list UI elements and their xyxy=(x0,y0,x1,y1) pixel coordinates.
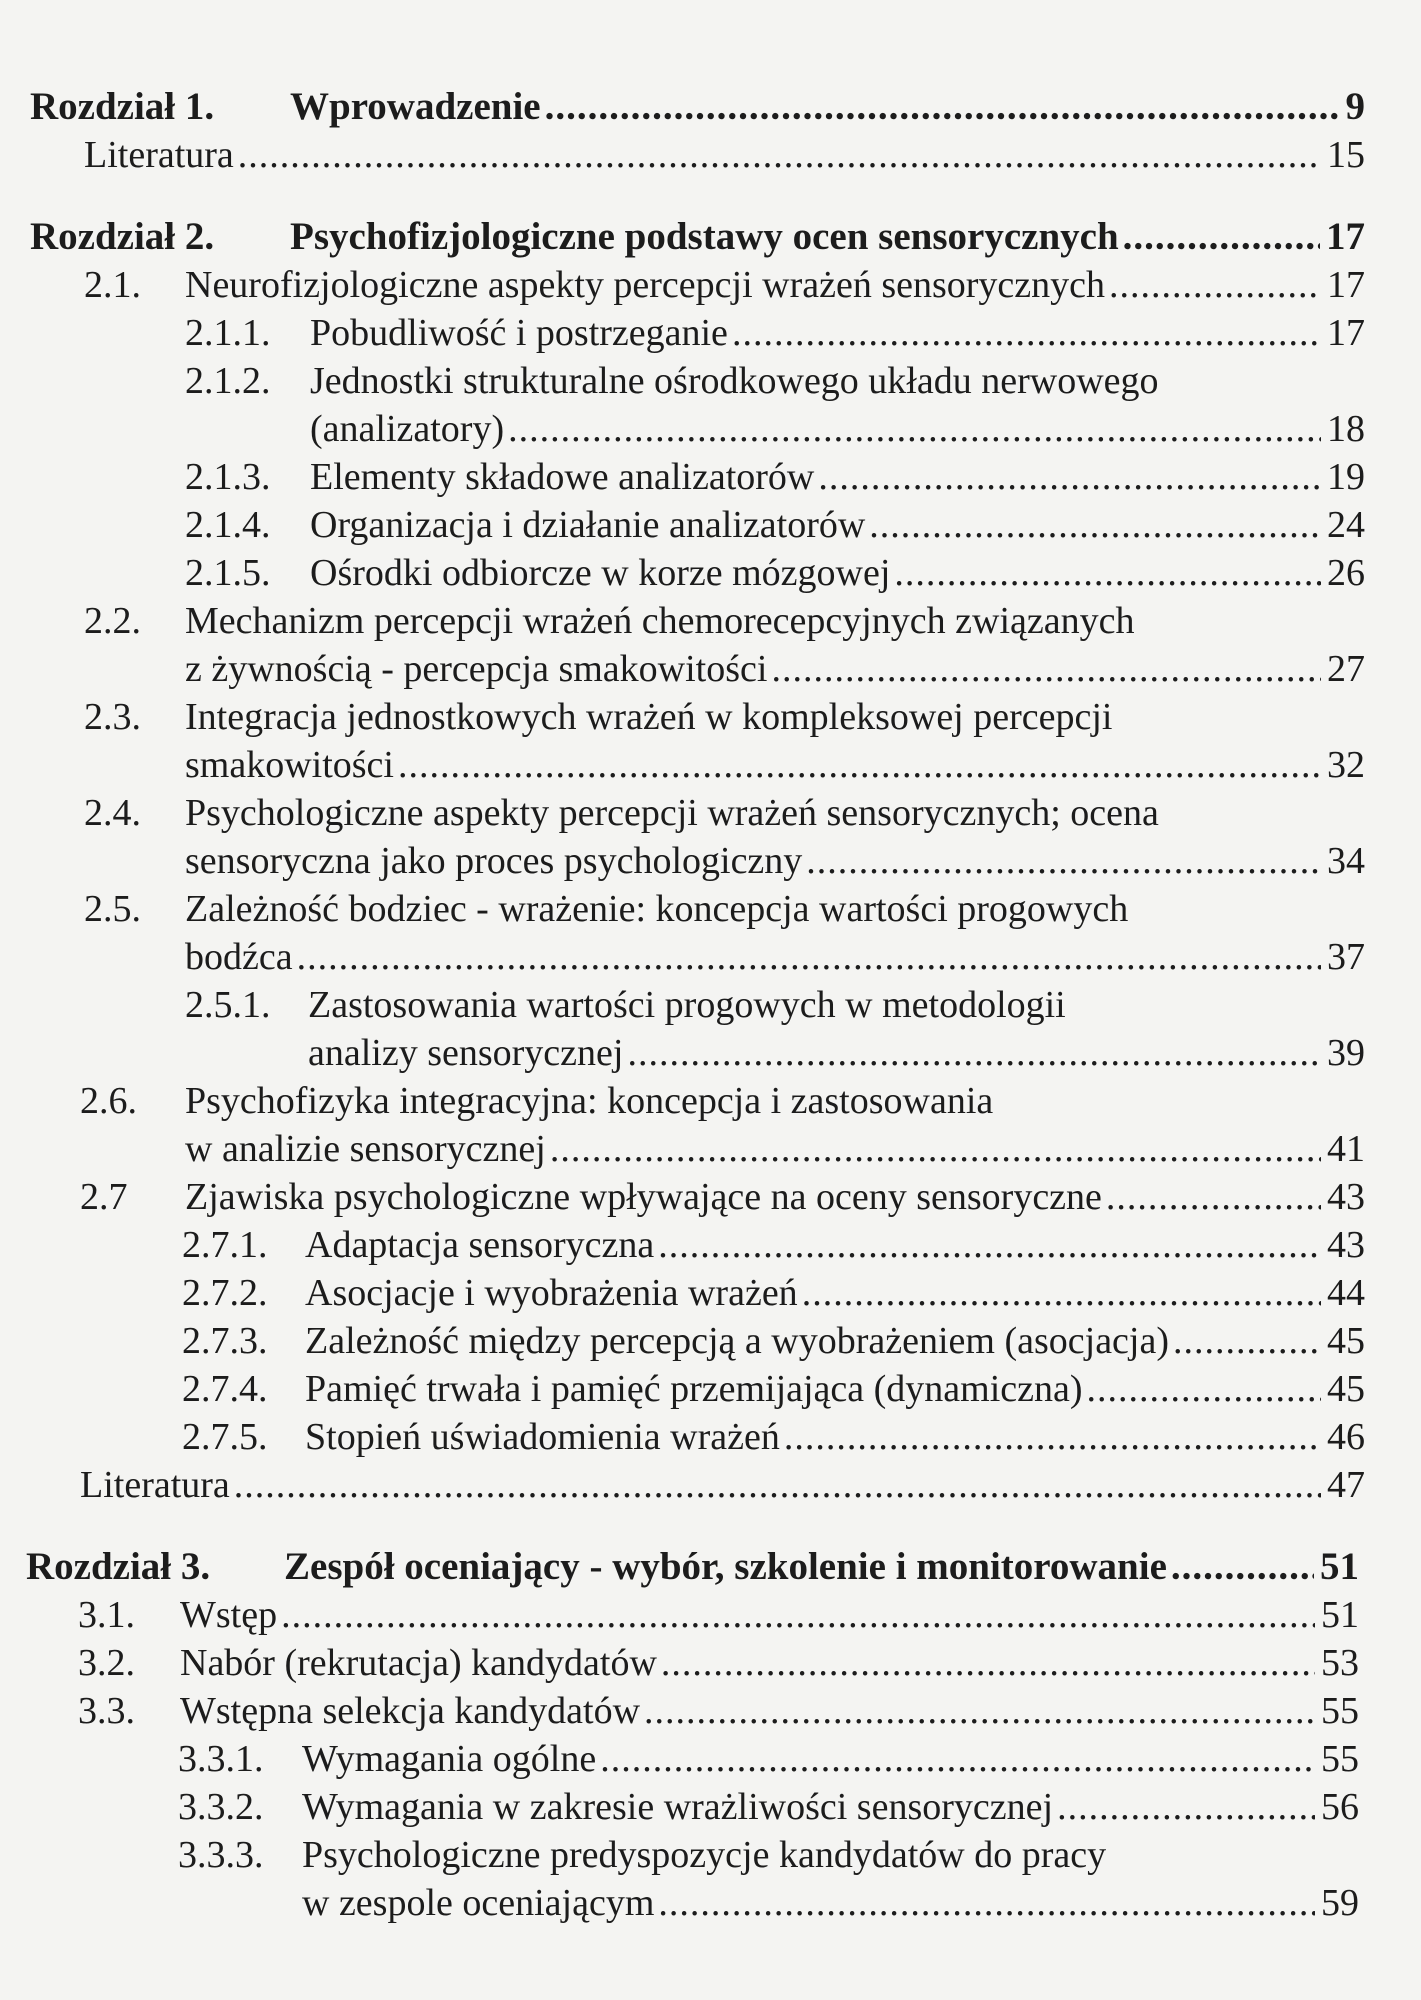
leader-dots xyxy=(627,1029,1321,1077)
section-title-line-1: Mechanizm percepcji wrażeń chemorecepcyjnych związanych xyxy=(185,600,1135,642)
section-number: 2.1.3. xyxy=(185,456,271,498)
section-title-line-2: z żywnością - percepcja smakowitości xyxy=(185,648,768,690)
section-number: 3.3.2. xyxy=(178,1786,264,1828)
leader-dots xyxy=(600,1735,1315,1783)
page-number: 17 xyxy=(1327,264,1365,306)
page-number: 32 xyxy=(1327,744,1365,786)
section-title: Wymagania w zakresie wrażliwości sensorycznej xyxy=(302,1786,1054,1828)
leader-dots xyxy=(1109,261,1321,309)
page-number: 46 xyxy=(1327,1416,1365,1458)
section-title: Wstęp xyxy=(180,1594,278,1636)
section-number: 2.1.2. xyxy=(185,360,271,402)
leader-dots xyxy=(818,453,1321,501)
section-title: Organizacja i działanie analizatorów xyxy=(310,504,866,546)
section-title-line-1: Integracja jednostkowych wrażeń w kompleksowej percepcji xyxy=(185,696,1113,738)
section-title: Zależność między percepcją a wyobrażeniem (asocjacja) xyxy=(305,1320,1169,1362)
page-number: 55 xyxy=(1321,1738,1359,1780)
section-number: 2.5.1. xyxy=(185,984,271,1026)
leader-dots xyxy=(806,837,1321,885)
section-title-line-2: w analizie sensorycznej xyxy=(185,1128,546,1170)
leader-dots xyxy=(234,1461,1321,1509)
page-number: 9 xyxy=(1345,85,1365,128)
section-title-line-1: Psychofizyka integracyjna: koncepcja i zastosowania xyxy=(185,1080,994,1122)
page-number: 55 xyxy=(1321,1690,1359,1732)
section-title: Pobudliwość i postrzeganie xyxy=(310,312,728,354)
page-number: 26 xyxy=(1327,552,1365,594)
page-number: 18 xyxy=(1327,408,1365,450)
leader-dots xyxy=(661,1639,1315,1687)
section-title-line-2: sensoryczna jako proces psychologiczny xyxy=(185,840,803,882)
section-title-line-1: Zastosowania wartości progowych w metodologii xyxy=(308,984,1066,1026)
chapter-title: Psychofizjologiczne podstawy ocen sensorycznych xyxy=(290,215,1119,258)
section-title: Ośrodki odbiorcze w korze mózgowej xyxy=(310,552,891,594)
section-title-line-2: bodźca xyxy=(185,936,293,978)
section-number: 3.3. xyxy=(78,1690,135,1732)
leader-dots xyxy=(644,1687,1315,1735)
section-number: 2.2. xyxy=(84,600,141,642)
section-number: 2.7.3. xyxy=(182,1320,268,1362)
section-number: 2.1.5. xyxy=(185,552,271,594)
page-number: 51 xyxy=(1320,1545,1359,1588)
section-number: 2.7.5. xyxy=(182,1416,268,1458)
page-number: 51 xyxy=(1321,1594,1359,1636)
page-number: 41 xyxy=(1327,1128,1365,1170)
section-title-line-1: Psychologiczne aspekty percepcji wrażeń sensorycznych; ocena xyxy=(185,792,1159,834)
page-number: 53 xyxy=(1321,1642,1359,1684)
leader-dots xyxy=(658,1879,1315,1927)
leader-dots xyxy=(732,309,1321,357)
section-title-line-1: Jednostki strukturalne ośrodkowego układu nerwowego xyxy=(310,360,1159,402)
section-number: 3.3.3. xyxy=(178,1834,264,1876)
page-number: 39 xyxy=(1327,1032,1365,1074)
page-number: 27 xyxy=(1327,648,1365,690)
leader-dots xyxy=(297,933,1321,981)
leader-dots xyxy=(1106,1173,1321,1221)
page-number: 43 xyxy=(1327,1224,1365,1266)
section-title: Wymagania ogólne xyxy=(302,1738,597,1780)
chapter-title: Wprowadzenie xyxy=(290,85,541,128)
chapter-number: Rozdział 1. xyxy=(30,85,215,128)
leader-dots xyxy=(658,1221,1321,1269)
chapter-number: Rozdział 3. xyxy=(26,1545,211,1588)
page-number: 59 xyxy=(1321,1882,1359,1924)
leader-dots xyxy=(869,501,1321,549)
leader-dots xyxy=(771,645,1321,693)
leader-dots xyxy=(1173,1317,1321,1365)
section-number: 3.1. xyxy=(78,1594,135,1636)
chapter-title: Zespół oceniający - wybór, szkolenie i monitorowanie xyxy=(284,1545,1167,1588)
entry-title: Literatura xyxy=(80,1464,230,1506)
section-number: 2.1. xyxy=(84,264,141,306)
page-number: 34 xyxy=(1327,840,1365,882)
page-number: 47 xyxy=(1327,1464,1365,1506)
section-title: Elementy składowe analizatorów xyxy=(310,456,815,498)
section-number: 2.1.4. xyxy=(185,504,271,546)
section-title: Nabór (rekrutacja) kandydatów xyxy=(180,1642,657,1684)
page-number: 37 xyxy=(1327,936,1365,978)
section-title-line-1: Zależność bodziec - wrażenie: koncepcja wartości progowych xyxy=(185,888,1129,930)
section-number: 3.2. xyxy=(78,1642,135,1684)
entry-title: Literatura xyxy=(84,134,234,176)
leader-dots xyxy=(508,405,1321,453)
section-number: 3.3.1. xyxy=(178,1738,264,1780)
section-title-line-2: smakowitości xyxy=(185,744,394,786)
section-number: 2.4. xyxy=(84,792,141,834)
chapter-number: Rozdział 2. xyxy=(30,215,215,258)
leader-dots xyxy=(894,549,1321,597)
leader-dots xyxy=(281,1591,1315,1639)
section-title-line-2: w zespole oceniającym xyxy=(302,1882,655,1924)
section-title: Neurofizjologiczne aspekty percepcji wrażeń sensorycznych xyxy=(185,264,1106,306)
leader-dots xyxy=(1087,1365,1321,1413)
section-number: 2.1.1. xyxy=(185,312,271,354)
section-number: 2.7 xyxy=(80,1176,128,1218)
page-number: 45 xyxy=(1327,1368,1365,1410)
page-number: 19 xyxy=(1327,456,1365,498)
page-number: 45 xyxy=(1327,1320,1365,1362)
page-number: 24 xyxy=(1327,504,1365,546)
page-number: 17 xyxy=(1327,312,1365,354)
leader-dots xyxy=(550,1125,1321,1173)
page-number: 43 xyxy=(1327,1176,1365,1218)
section-number: 2.5. xyxy=(84,888,141,930)
section-title-line-1: Psychologiczne predyspozycje kandydatów do pracy xyxy=(302,1834,1107,1876)
section-title: Pamięć trwała i pamięć przemijająca (dynamiczna) xyxy=(305,1368,1083,1410)
leader-dots xyxy=(545,83,1340,131)
section-number: 2.3. xyxy=(84,696,141,738)
section-number: 2.7.4. xyxy=(182,1368,268,1410)
leader-dots xyxy=(802,1269,1321,1317)
page-number: 17 xyxy=(1326,215,1365,258)
leader-dots xyxy=(1171,1543,1314,1591)
leader-dots xyxy=(398,741,1321,789)
page-number: 15 xyxy=(1327,134,1365,176)
page-number: 56 xyxy=(1321,1786,1359,1828)
section-number: 2.7.2. xyxy=(182,1272,268,1314)
section-title: Asocjacje i wyobrażenia wrażeń xyxy=(305,1272,798,1314)
section-title: Zjawiska psychologiczne wpływające na oceny sensoryczne xyxy=(185,1176,1102,1218)
leader-dots xyxy=(1123,213,1320,261)
section-title: Stopień uświadomienia wrażeń xyxy=(305,1416,780,1458)
leader-dots xyxy=(238,131,1321,179)
section-title: Wstępna selekcja kandydatów xyxy=(180,1690,641,1732)
section-number: 2.7.1. xyxy=(182,1224,268,1266)
section-title: Adaptacja sensoryczna xyxy=(305,1224,655,1266)
section-title-line-2: (analizatory) xyxy=(310,408,505,450)
page-number: 44 xyxy=(1327,1272,1365,1314)
leader-dots xyxy=(784,1413,1321,1461)
leader-dots xyxy=(1057,1783,1315,1831)
section-title-line-2: analizy sensorycznej xyxy=(308,1032,624,1074)
section-number: 2.6. xyxy=(80,1080,137,1122)
